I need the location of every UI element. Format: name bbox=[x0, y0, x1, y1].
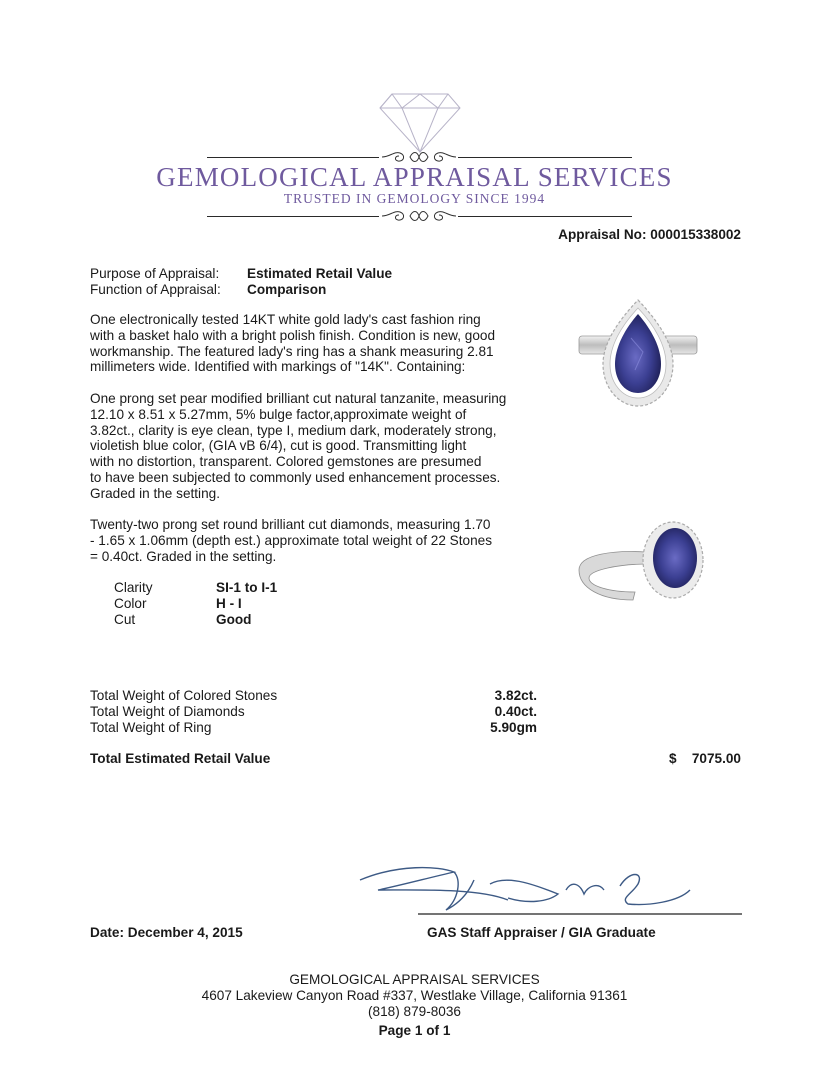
grade-label-clarity: Clarity bbox=[114, 580, 153, 595]
diamond-outline-icon bbox=[378, 92, 462, 154]
description-line: workmanship. The featured lady's ring has a shank measuring 2.81 bbox=[90, 343, 494, 359]
function-value: Comparison bbox=[247, 282, 327, 297]
grade-value-clarity: SI-1 to I-1 bbox=[216, 580, 278, 595]
page-number: Page 1 of 1 bbox=[378, 1023, 451, 1038]
retail-value-amount: 7075.00 bbox=[691, 751, 741, 766]
total-value-diamonds: 0.40ct. bbox=[494, 704, 537, 719]
header-rule-bottom-right bbox=[458, 216, 632, 217]
purpose-label: Purpose of Appraisal: bbox=[90, 266, 220, 281]
company-tagline: TRUSTED IN GEMOLOGY SINCE 1994 bbox=[283, 191, 546, 206]
currency-symbol: $ bbox=[669, 751, 677, 766]
ring-side-image bbox=[575, 512, 707, 612]
diamonds-line: Twenty-two prong set round brilliant cut diamonds, measuring 1.70 bbox=[90, 517, 491, 532]
gemstone-line: 12.10 x 8.51 x 5.27mm, 5% bulge factor,approximate weight of bbox=[90, 406, 467, 422]
grade-label-cut: Cut bbox=[114, 612, 136, 627]
total-label-colored-stones: Total Weight of Colored Stones bbox=[90, 688, 278, 703]
gemstone-line: One prong set pear modified brilliant cut natural tanzanite, measuring bbox=[90, 391, 507, 406]
diamonds-description bbox=[90, 517, 492, 564]
footer-phone: (818) 879-8036 bbox=[368, 1004, 461, 1019]
grade-value-color: H - I bbox=[216, 596, 242, 611]
diamonds-line: = 0.40ct. Graded in the setting. bbox=[90, 548, 277, 564]
total-label-ring: Total Weight of Ring bbox=[90, 720, 212, 735]
header-rule-bottom-left bbox=[207, 216, 379, 217]
appraisal-date: Date: December 4, 2015 bbox=[90, 925, 243, 940]
gemstone-line: 3.82ct., clarity is eye clean, type I, medium dark, moderately strong, bbox=[90, 422, 497, 438]
gemstone-description bbox=[90, 391, 506, 502]
appraisal-number: Appraisal No: 000015338002 bbox=[558, 227, 741, 242]
description-line: One electronically tested 14KT white gold lady's cast fashion ring bbox=[90, 312, 481, 327]
footer-address: 4607 Lakeview Canyon Road #337, Westlake Village, California 91361 bbox=[201, 988, 628, 1003]
grade-value-cut: Good bbox=[216, 612, 252, 627]
scroll-ornament-icon bbox=[380, 207, 458, 225]
total-value-ring: 5.90gm bbox=[490, 720, 537, 735]
function-label: Function of Appraisal: bbox=[90, 282, 221, 297]
diamonds-line: - 1.65 x 1.06mm (depth est.) approximate total weight of 22 Stones bbox=[90, 532, 492, 548]
company-name: GEMOLOGICAL APPRAISAL SERVICES bbox=[156, 162, 673, 192]
description-line: millimeters wide. Identified with markings of "14K". Containing: bbox=[90, 359, 466, 375]
retail-value-label: Total Estimated Retail Value bbox=[90, 751, 271, 766]
total-label-diamonds: Total Weight of Diamonds bbox=[90, 704, 245, 719]
gemstone-line: with no distortion, transparent. Colored gemstones are presumed bbox=[90, 454, 482, 470]
gemstone-line: to have been subjected to commonly used enhancement processes. bbox=[90, 469, 501, 485]
gemstone-line: Graded in the setting. bbox=[90, 485, 220, 501]
grade-label-color: Color bbox=[114, 596, 147, 611]
header-rule-top-left bbox=[207, 157, 379, 158]
gemstone-line: violetish blue color, (GIA vB 6/4), cut is good. Transmitting light bbox=[90, 438, 467, 454]
header-rule-top-right bbox=[458, 157, 632, 158]
appraiser-signature bbox=[358, 860, 742, 920]
description-line: with a basket halo with a bright polish finish. Condition is new, good bbox=[90, 327, 496, 343]
purpose-value: Estimated Retail Value bbox=[247, 266, 393, 281]
appraiser-title: GAS Staff Appraiser / GIA Graduate bbox=[427, 925, 656, 940]
footer-company: GEMOLOGICAL APPRAISAL SERVICES bbox=[289, 972, 540, 987]
total-value-colored-stones: 3.82ct. bbox=[494, 688, 537, 703]
ring-front-image bbox=[575, 292, 701, 412]
ring-description bbox=[90, 312, 495, 375]
